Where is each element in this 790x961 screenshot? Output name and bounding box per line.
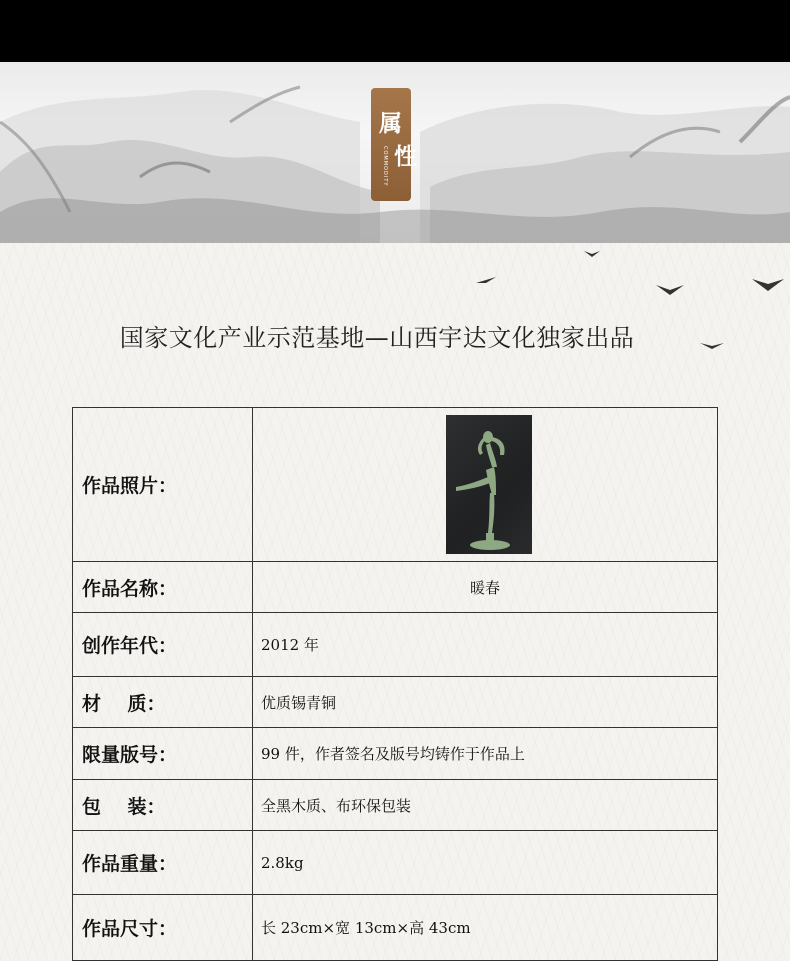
seal-english-text: COMMODITY: [382, 146, 388, 187]
row-value: 2.8kg: [253, 831, 718, 895]
seal-char-2: 性: [394, 143, 417, 170]
table-row: [73, 780, 718, 831]
row-value: 暖春: [253, 562, 718, 613]
photo-cell: [253, 408, 718, 562]
row-value: 长 23cm×宽 13cm×高 43cm: [253, 895, 718, 961]
row-label: 创作年代：: [73, 613, 253, 677]
dancer-sculpture-image: [446, 415, 532, 554]
row-label: 作品尺寸：: [73, 895, 253, 961]
product-photo: [446, 415, 532, 554]
table-row: [73, 562, 718, 613]
row-value: 99 件，作者签名及版号均铸作于作品上: [253, 728, 718, 780]
table-row: [73, 677, 718, 728]
table-row: [73, 895, 718, 961]
row-label: 限量版号：: [73, 728, 253, 780]
row-label: 包 装：: [73, 780, 253, 831]
table-row: [73, 613, 718, 677]
table-row: [73, 831, 718, 895]
row-label: 作品名称：: [73, 562, 253, 613]
row-value: 全黑木质、布环保包装: [253, 780, 718, 831]
row-label: 作品照片：: [73, 408, 253, 562]
top-black-bar: [0, 0, 790, 62]
spec-table: [72, 407, 718, 961]
table-row: [73, 728, 718, 780]
row-value: 2012 年: [253, 613, 718, 677]
seal-char-1: 属: [379, 110, 402, 137]
row-label: 材 质：: [73, 677, 253, 728]
headline: [0, 318, 790, 353]
headline-text: 国家文化产业示范基地—山西宇达文化独家出品: [119, 324, 635, 352]
table-row: [73, 408, 718, 562]
row-value: 优质锡青铜: [253, 677, 718, 728]
attribute-seal-badge: [371, 88, 417, 201]
row-label: 作品重量：: [73, 831, 253, 895]
